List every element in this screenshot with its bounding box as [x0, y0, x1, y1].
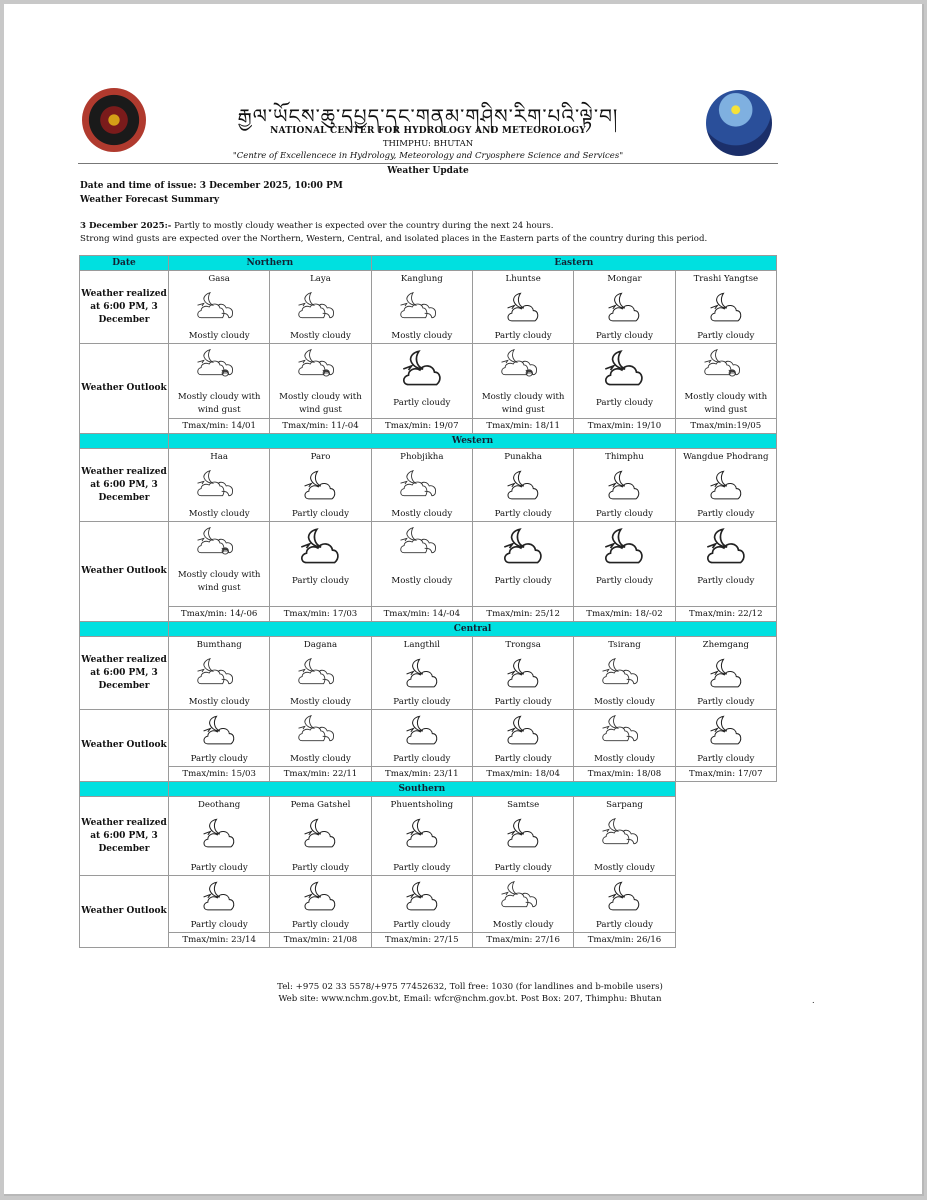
weather-table — [79, 255, 777, 948]
station-name: Trongsa — [505, 640, 541, 650]
forecast-summary — [80, 220, 780, 246]
station-name: Samtse — [507, 800, 540, 810]
realized-row — [80, 637, 777, 710]
realized-condition: Partly cloudy — [393, 863, 451, 873]
page-title: Weather Update — [387, 166, 469, 176]
temperature-range: Tmax/min: 27/16 — [472, 933, 573, 948]
partly-cloudy-night-icon — [574, 876, 674, 917]
station-name: Pema Gatshel — [290, 800, 351, 810]
mostly-cloudy-night-icon — [473, 876, 573, 917]
partly-cloudy-night-icon — [676, 522, 776, 571]
station-outlook-cell — [675, 344, 776, 419]
outlook-condition: Mostly cloudy — [594, 754, 655, 764]
station-realized-cell — [574, 637, 675, 710]
station-outlook-cell — [472, 876, 573, 933]
station-realized-cell — [472, 637, 573, 710]
web-line: Web site: www.nchm.gov.bt, Email: wfcr@nchm.gov.bt. Post Box: 207, Thimphu: Bhutan — [278, 994, 662, 1004]
outlook-condition: Mostly cloudy with wind gust — [177, 392, 261, 415]
outlook-condition: Mostly cloudy with wind gust — [684, 392, 768, 415]
outlook-label: Weather Outlook — [80, 344, 169, 434]
partly-cloudy-night-icon — [270, 876, 370, 917]
date-header-blank — [80, 782, 169, 797]
realized-row — [80, 449, 777, 522]
outlook-condition: Partly cloudy — [291, 920, 350, 930]
station-outlook-cell — [169, 710, 270, 767]
station-realized-cell — [675, 637, 776, 710]
partly-cloudy-night-icon — [676, 654, 776, 694]
realized-condition: Mostly cloudy — [391, 331, 453, 341]
station-outlook-cell — [371, 710, 472, 767]
summary-date: 3 December 2025:- — [80, 221, 172, 231]
realized-condition: Mostly cloudy — [391, 509, 453, 519]
outlook-condition: Partly cloudy — [697, 754, 755, 764]
mostly-cloudy-night-icon — [169, 288, 269, 328]
temperature-row — [80, 933, 777, 948]
temperature-row — [80, 607, 777, 622]
realized-condition: Partly cloudy — [494, 697, 552, 707]
station-name: Sarpang — [606, 800, 643, 810]
station-realized-cell — [472, 271, 573, 344]
temperature-range: Tmax/min: 14/-06 — [169, 607, 270, 622]
outlook-condition: Partly cloudy — [595, 576, 653, 586]
realized-condition: Mostly cloudy — [188, 331, 250, 341]
outlook-label: Weather Outlook — [80, 876, 169, 948]
realized-row — [80, 271, 777, 344]
station-outlook-cell — [270, 522, 371, 607]
outlook-condition: Partly cloudy — [291, 576, 350, 586]
station-name: Zhemgang — [702, 640, 750, 650]
empty-cell — [675, 782, 776, 948]
outlook-condition: Partly cloudy — [393, 920, 451, 930]
partly-cloudy-night-icon — [372, 654, 472, 694]
station-realized-cell — [371, 271, 472, 344]
station-name: Tsirang — [608, 640, 641, 650]
temperature-range: Tmax/min: 14/-04 — [371, 607, 472, 622]
nchm-logo-icon — [706, 90, 772, 156]
station-realized-cell — [371, 637, 472, 710]
partly-cloudy-night-icon — [574, 288, 674, 328]
mostly-cloudy-night-icon — [574, 814, 674, 854]
region-header-western: Western — [169, 434, 777, 449]
region-header-northern: Northern — [169, 256, 372, 271]
realized-condition: Partly cloudy — [697, 509, 755, 519]
temperature-range: Tmax/min: 18/04 — [472, 767, 573, 782]
outlook-condition: Mostly cloudy — [391, 576, 453, 586]
station-outlook-cell — [675, 522, 776, 607]
summary-line-2: Strong wind gusts are expected over the Northern, Western, Central, and isolated places in the Eastern parts of the country during this period. — [80, 234, 708, 244]
outlook-row — [80, 344, 777, 419]
partly-cloudy-night-icon — [574, 522, 674, 571]
partly-cloudy-night-icon — [574, 466, 674, 506]
realized-condition: Partly cloudy — [494, 863, 552, 873]
realized-condition: Partly cloudy — [595, 509, 653, 519]
partly-cloudy-night-icon — [169, 814, 269, 854]
station-name: Dagana — [303, 640, 338, 650]
outlook-condition: Mostly cloudy with wind gust — [481, 392, 565, 415]
realized-condition: Partly cloudy — [494, 509, 552, 519]
date-header-blank — [80, 622, 169, 637]
realized-condition: Mostly cloudy — [290, 697, 351, 707]
outlook-row — [80, 710, 777, 767]
station-name: Gasa — [208, 274, 230, 284]
contact-footer — [240, 981, 700, 1005]
partly-cloudy-night-icon — [473, 288, 573, 328]
mostly-cloudy-night-icon — [372, 466, 472, 506]
partly-cloudy-night-icon — [372, 876, 472, 917]
mostly-cloudy-night-icon — [574, 654, 674, 694]
outlook-row — [80, 876, 777, 933]
realized-condition: Mostly cloudy — [594, 863, 655, 873]
station-realized-cell — [270, 637, 371, 710]
station-name: Mongar — [607, 274, 642, 284]
station-realized-cell — [574, 449, 675, 522]
temperature-row — [80, 767, 777, 782]
realized-condition: Partly cloudy — [697, 331, 755, 341]
station-name: Trashi Yangtse — [693, 274, 759, 284]
station-outlook-cell — [472, 522, 573, 607]
temperature-range: Tmax/min: 14/01 — [169, 419, 270, 434]
realized-condition: Mostly cloudy — [188, 697, 250, 707]
partly-cloudy-night-icon — [270, 466, 370, 506]
mostly-cloudy-night-icon — [270, 288, 370, 328]
realized-condition: Partly cloudy — [494, 331, 552, 341]
station-name: Haa — [210, 452, 229, 462]
station-realized-cell — [574, 271, 675, 344]
partly-cloudy-night-icon — [473, 522, 573, 571]
realized-condition: Partly cloudy — [291, 863, 350, 873]
station-name: Punakha — [504, 452, 543, 462]
temperature-range: Tmax/min: 17/07 — [675, 767, 776, 782]
outlook-condition: Partly cloudy — [697, 576, 755, 586]
summary-line-1: Partly to mostly cloudy weather is expected over the country during the next 24 hours. — [171, 221, 554, 231]
mostly-cloudy-wind-night-icon — [676, 344, 776, 385]
temperature-range: Tmax/min: 18/-02 — [574, 607, 675, 622]
organization-location: THIMPHU: BHUTAN — [382, 139, 474, 149]
letterhead — [78, 88, 778, 164]
organization-name: NATIONAL CENTER FOR HYDROLOGY AND METEOROLOGY — [270, 126, 586, 136]
region-header-row — [80, 782, 777, 797]
station-realized-cell — [371, 449, 472, 522]
realized-condition: Partly cloudy — [190, 863, 248, 873]
realized-label: Weather realized at 6:00 PM, 3 December — [80, 271, 169, 344]
station-realized-cell — [270, 271, 371, 344]
station-outlook-cell — [270, 710, 371, 767]
station-outlook-cell — [574, 710, 675, 767]
station-realized-cell — [675, 271, 776, 344]
outlook-condition: Mostly cloudy — [492, 920, 554, 930]
station-outlook-cell — [169, 876, 270, 933]
partly-cloudy-night-icon — [473, 710, 573, 751]
mostly-cloudy-wind-night-icon — [270, 344, 370, 385]
station-outlook-cell — [472, 344, 573, 419]
outlook-label: Weather Outlook — [80, 522, 169, 622]
station-outlook-cell — [472, 710, 573, 767]
realized-condition: Partly cloudy — [393, 697, 451, 707]
partly-cloudy-night-icon — [169, 876, 269, 917]
station-name: Phuentsholing — [390, 800, 454, 810]
mostly-cloudy-night-icon — [270, 710, 370, 751]
outlook-label: Weather Outlook — [80, 710, 169, 782]
temperature-range: Tmax/min: 22/11 — [270, 767, 371, 782]
station-realized-cell — [169, 637, 270, 710]
region-header-row — [80, 434, 777, 449]
realized-condition: Partly cloudy — [697, 697, 755, 707]
station-outlook-cell — [371, 876, 472, 933]
partly-cloudy-night-icon — [574, 344, 674, 393]
station-outlook-cell — [675, 710, 776, 767]
region-header-southern: Southern — [169, 782, 676, 797]
mostly-cloudy-night-icon — [372, 288, 472, 328]
station-realized-cell — [472, 449, 573, 522]
realized-condition: Partly cloudy — [291, 509, 350, 519]
realized-condition: Mostly cloudy — [594, 697, 655, 707]
station-realized-cell — [270, 797, 371, 876]
station-realized-cell — [371, 797, 472, 876]
region-header-central: Central — [169, 622, 777, 637]
stray-mark: . — [812, 996, 815, 1005]
station-realized-cell — [169, 449, 270, 522]
station-name: Lhuntse — [505, 274, 541, 284]
temperature-range: Tmax/min: 18/08 — [574, 767, 675, 782]
region-header-eastern: Eastern — [371, 256, 776, 271]
temperature-range: Tmax/min: 26/16 — [574, 933, 675, 948]
temperature-range: Tmax/min: 27/15 — [371, 933, 472, 948]
temperature-range: Tmax/min: 17/03 — [270, 607, 371, 622]
outlook-condition: Partly cloudy — [595, 398, 653, 408]
station-realized-cell — [472, 797, 573, 876]
station-realized-cell — [169, 271, 270, 344]
realized-condition: Mostly cloudy — [290, 331, 351, 341]
outlook-condition: Mostly cloudy — [290, 754, 351, 764]
temperature-range: Tmax/min: 23/11 — [371, 767, 472, 782]
station-outlook-cell — [371, 344, 472, 419]
region-header-row — [80, 256, 777, 271]
outlook-condition: Mostly cloudy with wind gust — [177, 570, 261, 593]
outlook-condition: Mostly cloudy with wind gust — [279, 392, 362, 415]
partly-cloudy-night-icon — [270, 814, 370, 854]
mostly-cloudy-night-icon — [574, 710, 674, 751]
partly-cloudy-night-icon — [169, 710, 269, 751]
realized-label: Weather realized at 6:00 PM, 3 December — [80, 637, 169, 710]
temperature-range: Tmax/min: 19/10 — [574, 419, 675, 434]
partly-cloudy-night-icon — [473, 814, 573, 854]
temperature-range: Tmax/min: 22/12 — [675, 607, 776, 622]
station-name: Kanglung — [400, 274, 443, 284]
outlook-row — [80, 522, 777, 607]
station-realized-cell — [270, 449, 371, 522]
outlook-condition: Partly cloudy — [393, 754, 451, 764]
realized-label: Weather realized at 6:00 PM, 3 December — [80, 797, 169, 876]
realized-row — [80, 797, 777, 876]
outlook-condition: Partly cloudy — [494, 576, 552, 586]
partly-cloudy-night-icon — [676, 710, 776, 751]
temperature-range: Tmax/min: 21/08 — [270, 933, 371, 948]
station-name: Phobjikha — [400, 452, 444, 462]
station-outlook-cell — [574, 522, 675, 607]
temperature-range: Tmax/min:19/05 — [675, 419, 776, 434]
partly-cloudy-night-icon — [473, 466, 573, 506]
station-name: Paro — [310, 452, 331, 462]
mostly-cloudy-wind-night-icon — [169, 344, 269, 385]
tibetan-title: རྒྱལ་ཡོངས་ཆུ་དཔྱད་དང་གནམ་གཤིས་རིག་པའི་ལྟེ་བ། — [237, 104, 619, 128]
organization-motto: "Centre of Excellencece in Hydrology, Meteorology and Cryosphere Science and Services" — [232, 151, 624, 161]
outlook-condition: Partly cloudy — [393, 398, 451, 408]
partly-cloudy-night-icon — [372, 710, 472, 751]
partly-cloudy-night-icon — [676, 466, 776, 506]
realized-condition: Partly cloudy — [595, 331, 653, 341]
date-header-blank — [80, 434, 169, 449]
temperature-range: Tmax/min: 18/11 — [472, 419, 573, 434]
mostly-cloudy-night-icon — [169, 466, 269, 506]
outlook-condition: Partly cloudy — [190, 920, 248, 930]
partly-cloudy-night-icon — [372, 814, 472, 854]
temperature-row — [80, 419, 777, 434]
temperature-range: Tmax/min: 25/12 — [472, 607, 573, 622]
station-outlook-cell — [371, 522, 472, 607]
temperature-range: Tmax/min: 23/14 — [169, 933, 270, 948]
realized-condition: Mostly cloudy — [188, 509, 250, 519]
station-realized-cell — [169, 797, 270, 876]
outlook-condition: Partly cloudy — [494, 754, 552, 764]
outlook-condition: Partly cloudy — [595, 920, 653, 930]
station-name: Thimphu — [605, 452, 644, 462]
header-divider — [78, 163, 778, 164]
contact-line: Tel: +975 02 33 5578/+975 77452632, Toll free: 1030 (for landlines and b-mobile users) — [277, 982, 663, 992]
station-name: Laya — [310, 274, 331, 284]
temperature-range: Tmax/min: 15/03 — [169, 767, 270, 782]
station-name: Wangdue Phodrang — [683, 452, 769, 462]
mostly-cloudy-night-icon — [169, 654, 269, 694]
mostly-cloudy-wind-night-icon — [473, 344, 573, 385]
region-header-row — [80, 622, 777, 637]
partly-cloudy-night-icon — [372, 344, 472, 393]
outlook-condition: Partly cloudy — [190, 754, 248, 764]
station-outlook-cell — [574, 344, 675, 419]
station-realized-cell — [574, 797, 675, 876]
temperature-range: Tmax/min: 11/-04 — [270, 419, 371, 434]
station-name: Bumthang — [196, 640, 242, 650]
partly-cloudy-night-icon — [676, 288, 776, 328]
partly-cloudy-night-icon — [270, 522, 370, 571]
realized-label: Weather realized at 6:00 PM, 3 December — [80, 449, 169, 522]
summary-heading: Weather Forecast Summary — [80, 195, 220, 205]
issue-datetime: Date and time of issue: 3 December 2025, 10:00 PM — [80, 181, 343, 191]
station-outlook-cell — [169, 522, 270, 607]
mostly-cloudy-night-icon — [270, 654, 370, 694]
station-realized-cell — [675, 449, 776, 522]
partly-cloudy-night-icon — [473, 654, 573, 694]
station-outlook-cell — [270, 876, 371, 933]
temperature-range: Tmax/min: 19/07 — [371, 419, 472, 434]
station-outlook-cell — [169, 344, 270, 419]
station-name: Deothang — [198, 800, 241, 810]
station-outlook-cell — [574, 876, 675, 933]
mostly-cloudy-wind-night-icon — [169, 522, 269, 563]
station-outlook-cell — [270, 344, 371, 419]
mostly-cloudy-night-icon — [372, 522, 472, 563]
date-header: Date — [80, 256, 169, 271]
station-name: Langthil — [403, 640, 440, 650]
